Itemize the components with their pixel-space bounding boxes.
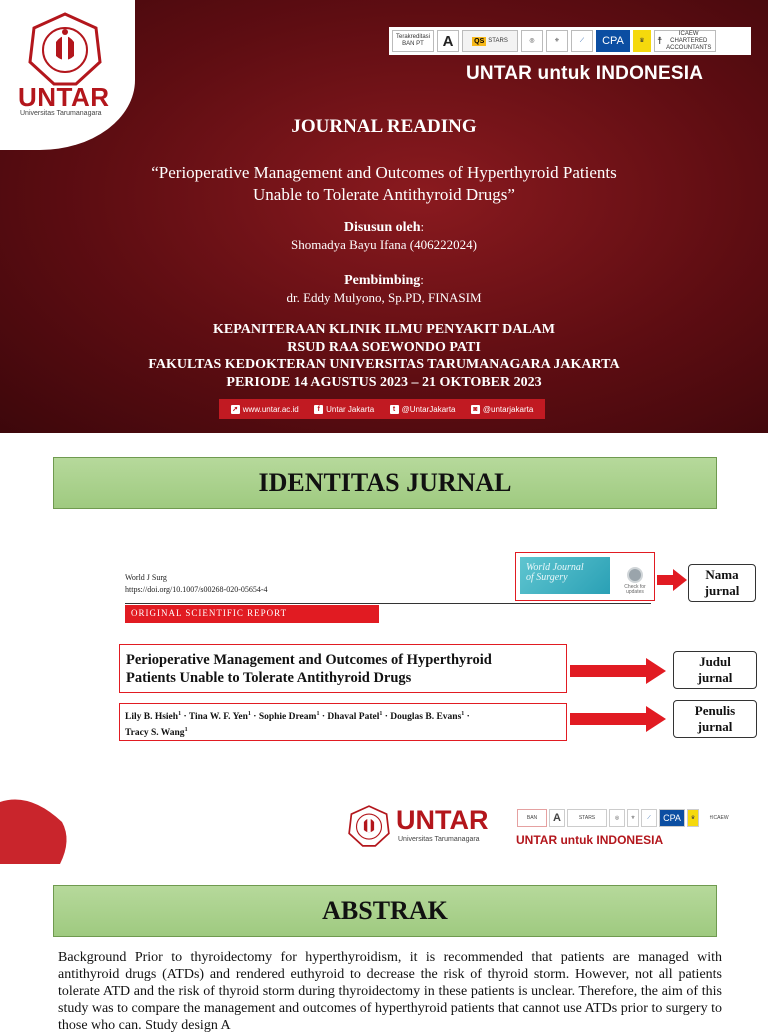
doi-link[interactable]: https://doi.org/10.1007/s00268-020-05654-4 — [125, 585, 268, 594]
label-nama-jurnal — [688, 564, 756, 602]
iso-badge-icon: ◎ — [609, 809, 625, 827]
journal-logo — [520, 557, 610, 594]
cpa-badge: CPA — [659, 809, 685, 827]
arrow-right-icon — [570, 706, 666, 732]
author-separator: · — [321, 712, 325, 723]
qs-stars-badge: STARS — [567, 809, 607, 827]
crest-badge-icon: ♛ — [633, 30, 651, 52]
corner-decoration — [0, 792, 70, 864]
check-updates-icon — [627, 567, 643, 583]
affiliation-marker: 1 — [247, 711, 251, 717]
advisor-label-colon: : — [420, 272, 424, 287]
authors-line-2 — [125, 724, 566, 740]
label-line: jurnal — [697, 670, 733, 685]
untar-logo-text: UNTAR — [396, 805, 489, 835]
title-slide — [0, 0, 768, 433]
paper-title — [90, 162, 678, 206]
check-updates-text: Check for updates — [624, 584, 646, 595]
seal-badge-icon: ⚜ — [627, 809, 639, 827]
untar-logo-subtitle: Universitas Tarumanagara — [398, 836, 480, 843]
instagram-link[interactable] — [471, 405, 533, 414]
institution-line: PERIODE 14 AGUSTUS 2023 – 21 OKTOBER 2023 — [226, 374, 542, 390]
label-judul-jurnal — [673, 651, 757, 689]
qs-stars-label: STARS — [488, 37, 508, 44]
label-line: Judul — [699, 654, 731, 669]
advisor-label: Pembimbing — [344, 273, 421, 288]
paper-title-line: Perioperative Management and Outcomes of Hyperthyroid — [126, 652, 492, 668]
qs-label: QS — [474, 37, 485, 45]
author-label-colon: : — [420, 219, 425, 234]
institution-line: RSUD RAA SOEWONDO PATI — [287, 339, 481, 355]
advisor-name: dr. Eddy Mulyono, Sp.PD, FINASIM — [286, 290, 482, 305]
label-line: Nama — [705, 567, 739, 582]
icaew-label: ICAEW CHARTERED ACCOUNTANTS — [666, 30, 712, 51]
check-for-updates-badge[interactable] — [622, 567, 648, 595]
affiliation-marker: 1 — [316, 711, 320, 717]
twitter-text: @UntarJakarta — [401, 404, 456, 414]
institution-block — [0, 321, 768, 391]
ban-pt-badge: BAN — [517, 809, 547, 827]
section-banner: IDENTITAS JURNAL — [53, 457, 717, 509]
accreditation-strip — [517, 808, 752, 828]
affiliation-marker: 1 — [178, 711, 182, 717]
social-media-bar — [219, 399, 545, 419]
author-name: Shomadya Bayu Ifana (406222024) — [291, 237, 477, 252]
author-name: Tina W. F. Yen — [188, 712, 248, 723]
section-banner: ABSTRAK — [53, 885, 717, 937]
author-separator: · — [253, 712, 257, 723]
iabee-badge-icon: ⟋ — [641, 809, 657, 827]
abstrak-slide — [0, 768, 768, 1033]
journal-logo-line: of Surgery — [526, 572, 568, 583]
institution-line: FAKULTAS KEDOKTERAN UNIVERSITAS TARUMANAGARA JAKARTA — [148, 357, 620, 372]
facebook-link[interactable] — [314, 405, 374, 414]
website-text: www.untar.ac.id — [242, 404, 299, 414]
author-separator: · — [466, 712, 470, 723]
icaew-badge — [654, 30, 716, 52]
authors-highlight — [119, 703, 567, 741]
instagram-icon: ◙ — [471, 405, 480, 414]
paper-title-line-2: Unable to Tolerate Antithyroid Drugs” — [253, 185, 515, 204]
author-name: Tracy S. Wang — [125, 728, 185, 739]
advisor-label-row — [0, 271, 768, 289]
untar-emblem-icon — [28, 12, 102, 86]
author-separator: · — [384, 712, 388, 723]
author-label: Disusun oleh — [343, 220, 421, 235]
label-line: jurnal — [704, 583, 740, 598]
paper-title-highlight — [119, 644, 567, 693]
twitter-link[interactable] — [390, 405, 456, 414]
author-name: Sophie Dream — [258, 712, 317, 723]
arrow-right-icon — [570, 658, 666, 684]
ban-pt-badge: Terakreditasi BAN PT — [392, 30, 434, 52]
untar-logo-subtitle: Universitas Tarumanagara — [20, 110, 102, 117]
twitter-icon: t — [390, 405, 399, 414]
affiliation-marker: 1 — [184, 727, 188, 734]
author-name: Dhaval Patel — [327, 712, 380, 723]
author-name: Douglas B. Evans — [390, 712, 462, 723]
icaew-badge-icon: ☨ICAEW — [709, 815, 729, 821]
affiliation-marker: 1 — [461, 711, 465, 717]
institution-line: KEPANITERAAN KLINIK ILMU PENYAKIT DALAM — [212, 322, 555, 337]
crest-badge-icon: ♛ — [687, 809, 699, 827]
untar-logo — [348, 805, 503, 847]
author-label-row — [0, 218, 768, 236]
label-line: Penulis — [694, 703, 736, 718]
iso-badge-icon: ◎ — [521, 30, 543, 52]
facebook-text: Untar Jakarta — [326, 404, 375, 414]
qs-stars-badge — [462, 30, 518, 52]
untar-tagline: UNTAR untuk INDONESIA — [466, 63, 704, 84]
seal-badge-icon: ⚜ — [546, 30, 568, 52]
pointer-icon: ➚ — [232, 406, 239, 413]
report-type-bar: ORIGINAL SCIENTIFIC REPORT — [125, 605, 379, 623]
paper-title-line-1: “Perioperative Management and Outcomes of Hyperthyroid Patients — [151, 163, 617, 182]
identitas-jurnal-slide — [0, 433, 768, 768]
iabee-badge-icon: ⟋ — [571, 30, 593, 52]
cpa-badge: CPA — [596, 30, 630, 52]
arrow-right-icon — [657, 569, 687, 591]
untar-emblem-icon — [348, 805, 390, 847]
grade-a-badge: A — [437, 30, 459, 52]
author-separator: · — [183, 712, 187, 723]
instagram-text: @untarjakarta — [482, 404, 534, 414]
author-name: Lily B. Hsieh — [125, 712, 179, 723]
untar-tagline: UNTAR untuk INDONESIA — [516, 833, 664, 847]
accreditation-bar — [389, 27, 751, 55]
journal-logo-line: World Journal — [526, 562, 584, 573]
icaew-figure-icon: ☨ — [657, 35, 663, 47]
journal-abbrev: World J Surg — [125, 573, 167, 582]
grade-a-badge: A — [549, 809, 565, 827]
authors-line-1 — [125, 708, 566, 724]
untar-logo-text: UNTAR — [18, 82, 110, 112]
label-penulis-jurnal — [673, 700, 757, 738]
slide-heading: JOURNAL READING — [291, 116, 477, 137]
facebook-icon: f — [314, 405, 323, 414]
abstract-paragraph: Background Prior to thyroidectomy for hyperthyroidism, it is recommended that patients are managed with antithyroid drugs (ATDs) and rendered euthyroid to decrease the risk of thyroid storm. However, not all patients tolerate ATD and the risk of thyroid storm during thyroidectomy in these patients is unclear. Therefore, the aim of this study was to compare the management and outcomes of hyperthyroid patients that cannot use ATDs prior to surgery to those who can. Study design A — [58, 950, 722, 1033]
paper-title-line: Patients Unable to Tolerate Antithyroid Drugs — [126, 670, 412, 686]
affiliation-marker: 1 — [379, 711, 383, 717]
divider — [125, 603, 651, 604]
label-line: jurnal — [697, 719, 733, 734]
website-link[interactable] — [231, 405, 299, 414]
journal-logo-highlight — [515, 552, 655, 601]
